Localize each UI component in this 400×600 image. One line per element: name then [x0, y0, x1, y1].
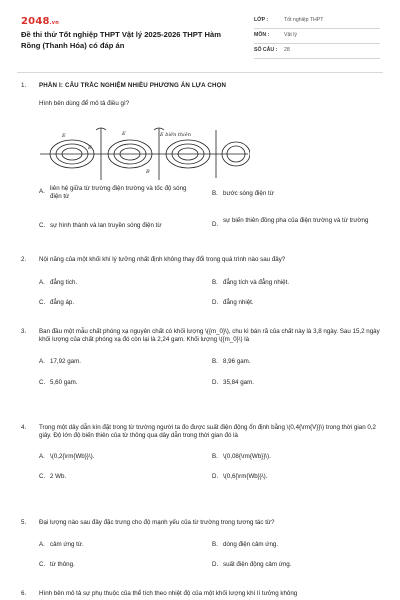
meta-row-class: [254, 14, 380, 29]
question-4: [21, 424, 386, 483]
question-number: 6.: [21, 590, 27, 597]
option-a[interactable]: [39, 453, 94, 461]
em-wave-figure: [38, 124, 250, 185]
option-letter: A.: [39, 279, 45, 287]
option-text: 35,84 gam.: [223, 378, 254, 386]
question-3: [21, 328, 386, 388]
option-text: \(0,08{\rm{Wb}}\).: [223, 452, 271, 460]
question-number: 4.: [21, 424, 27, 431]
option-text: đẳng áp.: [50, 299, 75, 307]
option-text: từ thông.: [50, 561, 75, 569]
question-6: [21, 590, 386, 598]
options-q2: [39, 279, 386, 309]
option-b[interactable]: [212, 190, 372, 198]
logo-main: 2048: [21, 16, 50, 27]
option-letter: A.: [39, 541, 45, 549]
option-letter: C.: [39, 472, 46, 480]
option-letter: B.: [212, 541, 218, 549]
question-number: 2.: [21, 256, 27, 263]
part-title: PHẦN I: CÂU TRẮC NGHIỆM NHIỀU PHƯƠNG ÁN LỰA CHỌN: [39, 82, 227, 89]
question-2: [21, 256, 386, 309]
option-text: 8,96 gam.: [223, 357, 251, 365]
option-d[interactable]: [212, 299, 254, 307]
option-text: bước sóng điện từ: [223, 189, 274, 197]
option-c[interactable]: [39, 473, 66, 481]
option-text: liên hệ giữa từ trường điện trường và tốc độ sóng điện từ: [50, 184, 187, 201]
header-divider: [17, 72, 383, 73]
question-number: 3.: [21, 328, 27, 335]
option-text: dòng điện cảm ứng.: [223, 541, 279, 549]
exam-meta: [254, 14, 380, 59]
e-label-3: E: [88, 145, 92, 151]
option-letter: C.: [39, 299, 46, 307]
option-c[interactable]: [39, 379, 78, 387]
question-text: Hình bên mô tả sự phụ thuộc của thể tích theo nhiệt độ của một khối lượng khí lí tưởng không: [39, 590, 298, 597]
option-letter: D.: [212, 299, 219, 307]
meta-key: LỚP :: [254, 17, 269, 24]
option-text: \(0,2{\rm{Wb}}\).: [50, 452, 95, 460]
question-text: Ban đầu một mẫu chất phóng xạ nguyên chất có khối lượng \({m_0}\), chu kì bán rã của chất này là 3,8 ngày. Sau 15,2 ngày khối lượng của chất phóng xạ đó còn lại là 2,24 gam. Khối lượng \({m_0}\) là: [39, 328, 380, 344]
option-letter: D.: [212, 561, 219, 569]
option-b[interactable]: [212, 541, 278, 549]
option-letter: D.: [212, 472, 219, 480]
option-letter: A.: [39, 452, 45, 460]
note-label: E biến thiên: [160, 132, 191, 138]
option-letter: C.: [39, 378, 46, 386]
option-letter: C.: [39, 221, 46, 229]
option-d[interactable]: [212, 217, 382, 229]
option-text: đẳng tích.: [50, 279, 78, 287]
option-b[interactable]: [212, 358, 251, 366]
option-text: sự biến thiên đồng pha của điện trường và từ trường: [223, 216, 369, 224]
option-letter: D.: [212, 220, 219, 228]
part-number: 1.: [21, 82, 27, 89]
meta-value: Vật lý: [284, 32, 297, 39]
option-d[interactable]: [212, 561, 291, 569]
meta-row-count: [254, 44, 380, 59]
e-label-1: E: [62, 133, 66, 139]
option-text: cảm ứng từ.: [50, 541, 84, 549]
b-label: B: [146, 169, 150, 175]
logo-suffix: .vn: [49, 20, 59, 26]
option-text: đẳng tích và đẳng nhiệt.: [223, 279, 290, 287]
meta-value: 28: [284, 47, 290, 54]
option-a[interactable]: [39, 279, 77, 287]
option-letter: B.: [212, 452, 218, 460]
option-d[interactable]: [212, 473, 267, 481]
option-b[interactable]: [212, 279, 289, 287]
meta-value: Tốt nghiệp THPT: [284, 17, 324, 24]
question-text: Hình bên dùng để mô tả điều gì?: [39, 100, 130, 108]
option-letter: C.: [39, 561, 46, 569]
question-text: Trong một dây dẫn kín đặt trong từ trường người ta đo được suất điện động ổn định bằng \(0,4{\rm{V}}\) trong thời gian 0,2 giây. Độ lớn độ biến thiên của từ thông qua dây dẫn trong thời gian đó là: [39, 424, 376, 440]
option-a[interactable]: [39, 185, 199, 202]
meta-row-subject: [254, 29, 380, 44]
options-q3: [39, 358, 386, 388]
question-number: 5.: [21, 519, 27, 526]
option-letter: B.: [212, 279, 218, 287]
option-c[interactable]: [39, 561, 75, 569]
meta-key: MÔN :: [254, 32, 270, 39]
option-b[interactable]: [212, 453, 271, 461]
options-q1: [39, 185, 386, 241]
question-text: Đại lượng nào sau đây đặc trưng cho độ mạnh yếu của từ trường trong tương tác từ?: [39, 519, 275, 526]
option-text: sự hình thành và lan truyền sóng điện từ: [50, 221, 162, 229]
e-label-2: E: [122, 131, 126, 137]
option-text: 2 Wb.: [50, 472, 67, 480]
option-text: \(0,6{\rm{Wb}}\).: [223, 472, 268, 480]
option-letter: B.: [212, 189, 218, 197]
em-wave-diagram: [38, 124, 250, 182]
option-a[interactable]: [39, 541, 84, 549]
question-1: [21, 82, 386, 241]
option-text: suất điện động cảm ứng.: [223, 561, 292, 569]
option-text: 17,92 gam.: [50, 357, 81, 365]
document-title: Đề thi thử Tốt nghiệp THPT Vật lý 2025-2026 THPT Hàm Rồng (Thanh Hóa) có đáp án: [21, 30, 222, 50]
option-text: 5,60 gam.: [50, 378, 78, 386]
option-c[interactable]: [39, 222, 199, 230]
option-d[interactable]: [212, 379, 254, 387]
options-q5: [39, 541, 386, 571]
question-text: Nội năng của một khối khí lý tưởng nhất định không thay đổi trong quá trình nào sau đây?: [39, 256, 286, 263]
site-logo[interactable]: [21, 15, 59, 29]
option-a[interactable]: [39, 358, 81, 366]
option-letter: A.: [39, 357, 45, 365]
options-q4: [39, 453, 386, 483]
option-letter: A.: [39, 187, 45, 195]
option-c[interactable]: [39, 299, 74, 307]
question-5: [21, 519, 386, 571]
option-text: đẳng nhiệt.: [223, 299, 254, 307]
option-letter: D.: [212, 378, 219, 386]
option-letter: B.: [212, 357, 218, 365]
meta-key: SỐ CÂU :: [254, 47, 278, 54]
